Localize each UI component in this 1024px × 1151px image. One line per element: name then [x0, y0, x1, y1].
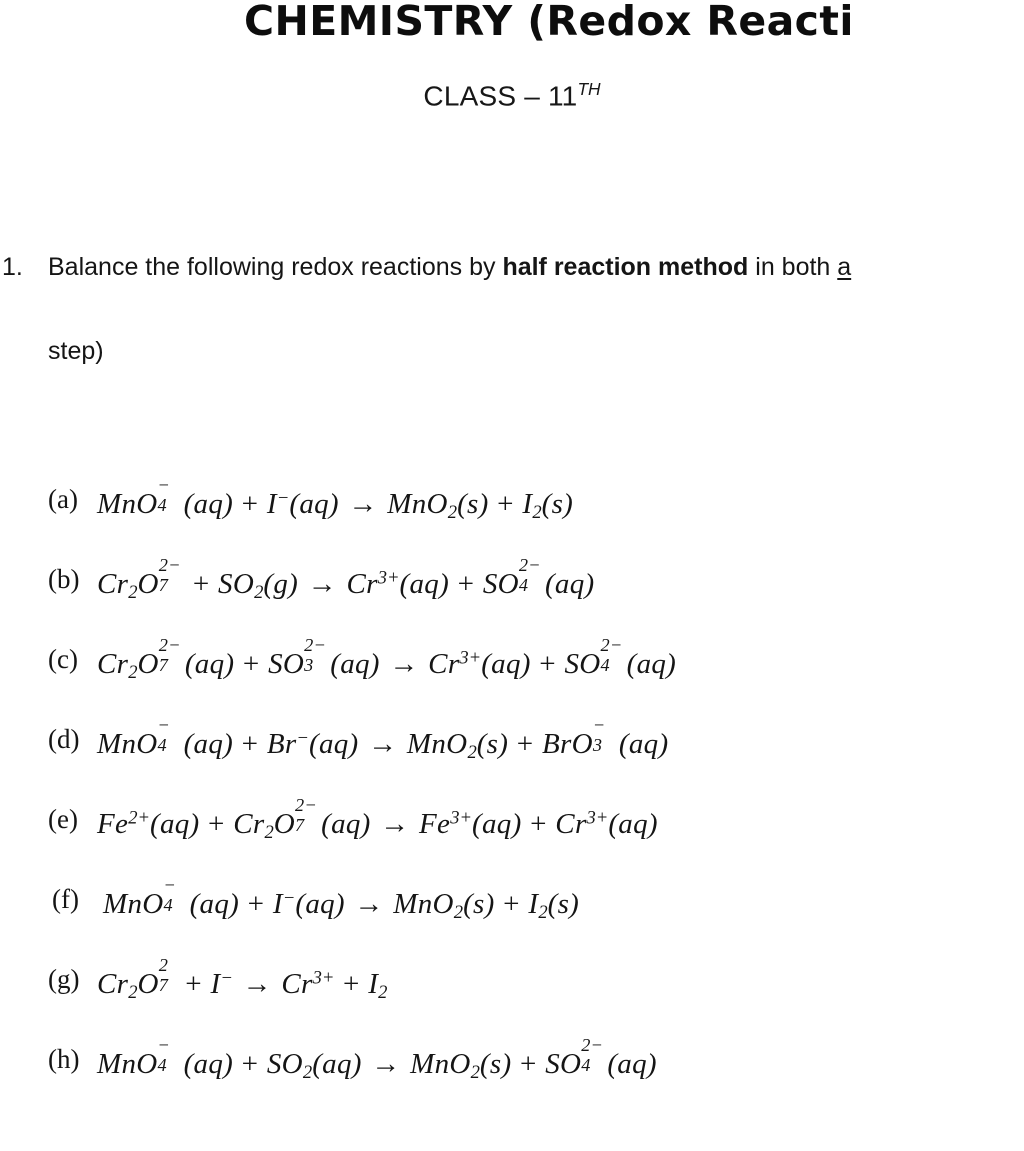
- list-item: [0, 474, 1024, 564]
- reaction-equation: MnO − 4 $(aq) + I^-(aq) \to MnO_2(s) + I_2(s)$: [103, 874, 580, 924]
- reactions-list: [0, 474, 1024, 1124]
- question-text-part2: in both: [748, 253, 838, 281]
- reaction-equation: $Cr_2O$ 2 7 + $I^- \to Cr^{3+} + I_2$: [97, 954, 388, 1004]
- reaction-label: (a): [48, 484, 78, 514]
- reaction-equation: MnO − 4 $(aq) + SO_2(aq) \to MnO_2(s)$ + SO 2− 4 (aq): [97, 1034, 657, 1084]
- reaction-equation: $Fe^{2+}(aq) + Cr_2O$ 2− 7 $(aq) \to Fe^{3+}(aq) + Cr^{3+}(aq)$: [97, 794, 658, 844]
- reaction-equation: MnO − 4 $(aq) + I^-(aq) \to MnO_2(s) + I_2(s)$: [97, 474, 574, 524]
- reaction-label: (g): [48, 964, 80, 994]
- question-text-part1: Balance the following redox reactions by: [48, 253, 503, 281]
- reaction-label: (c): [48, 644, 78, 674]
- list-item: [0, 954, 1024, 1044]
- list-item: [0, 554, 1024, 644]
- reaction-equation: $Cr_2O$ 2− 7 (aq) + SO 2− 3 $(aq) \to Cr^{3+}(aq)$ + SO 2− 4 (aq): [97, 634, 677, 684]
- reaction-equation: $Cr_2O$ 2− 7 + $SO_2(g) \to Cr^{3+}(aq)$ + SO 2− 4 (aq): [97, 554, 595, 604]
- list-item: [0, 874, 1024, 964]
- question-number: 1.: [2, 253, 23, 281]
- class-subtitle: [0, 79, 1024, 112]
- question-continuation: step): [48, 337, 104, 365]
- reaction-label: (h): [48, 1044, 80, 1074]
- question-text-underlined: a: [837, 253, 852, 281]
- list-item: [0, 634, 1024, 724]
- question-text: [48, 252, 851, 282]
- reaction-label: (e): [48, 804, 78, 834]
- question-text-emphasis: half reaction method: [502, 253, 749, 281]
- reaction-equation: MnO − 4 (aq) + Br−(aq) → MnO$_2$(s) + BrO − 3 (aq): [97, 714, 669, 764]
- class-subtitle-text: CLASS – 11: [423, 80, 578, 112]
- page-title: CHEMISTRY (Redox Reacti: [244, 0, 854, 45]
- reaction-label: (b): [48, 564, 80, 594]
- reaction-label: (f): [52, 884, 79, 914]
- class-subtitle-ordinal: TH: [577, 79, 601, 99]
- list-item: [0, 794, 1024, 884]
- list-item: [0, 714, 1024, 804]
- reaction-label: (d): [48, 724, 80, 754]
- list-item: [0, 1034, 1024, 1124]
